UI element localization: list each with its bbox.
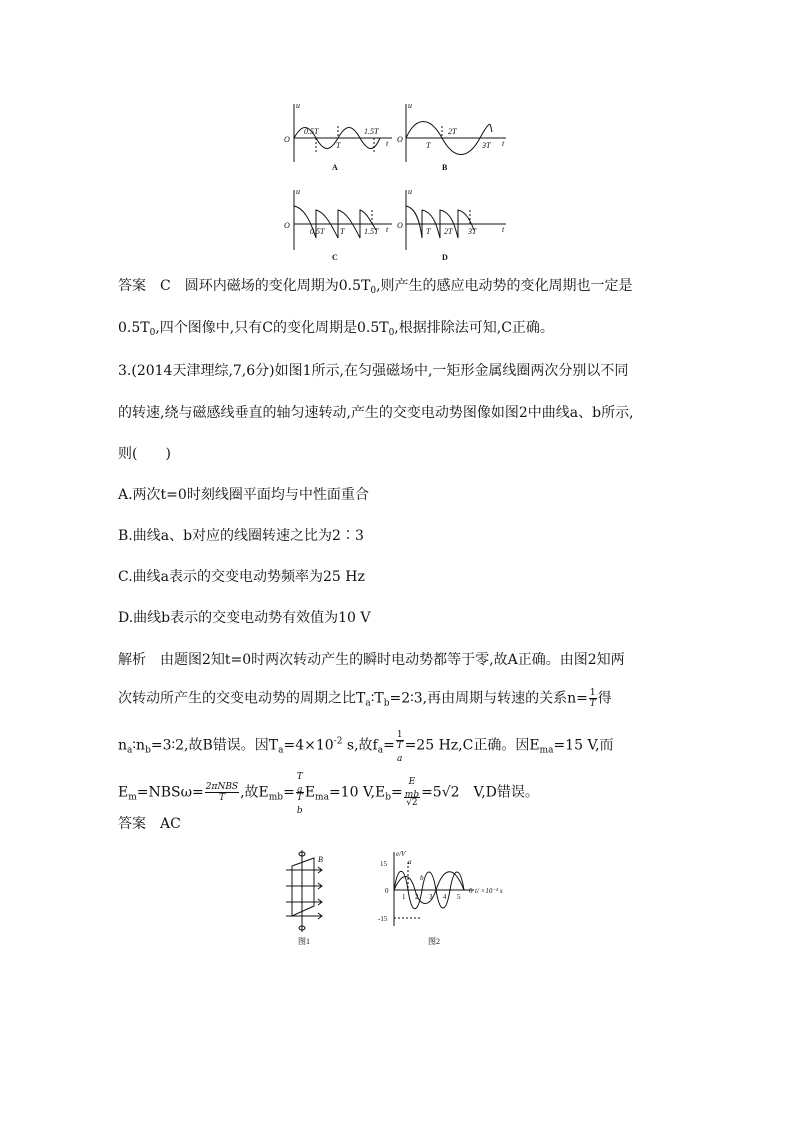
- fig2-caption: 图2: [428, 937, 440, 946]
- panel-b-origin: O: [397, 135, 403, 144]
- analysis-l3-sg: ma: [539, 745, 554, 756]
- fig2-xunit: t/ ×10⁻² s: [475, 887, 503, 895]
- panel-d-tick-2: 2T: [444, 227, 453, 236]
- analysis-l2-d: 得: [597, 690, 612, 707]
- fraction-1-over-ta: [396, 730, 404, 764]
- analysis-l4-a: E: [118, 784, 129, 801]
- fig2-xtick-4: 4: [443, 893, 447, 901]
- analysis-line3: [118, 730, 614, 764]
- analysis-l3-g: =25 Hz,C正确。因E: [404, 737, 540, 754]
- fig2-xtick-5: 5: [457, 893, 461, 901]
- panel-a-tick-3: 1.5T: [364, 127, 379, 136]
- frac-num: T: [296, 772, 303, 782]
- analysis-l4-b: =NBSω=: [136, 784, 204, 801]
- answer1-sub-c: 0: [388, 328, 395, 338]
- panel-d-tick-3: 3T: [468, 227, 477, 236]
- frac-den: T: [396, 741, 403, 751]
- answer1-text-e: ,根据排除法可知,C正确。: [394, 320, 554, 336]
- frac-num-sub: mb: [404, 790, 420, 800]
- analysis-l4-c: ,故E: [240, 784, 269, 801]
- coil-figure: [280, 846, 340, 946]
- panel-b-taxis: t: [502, 139, 505, 148]
- answer2: 答案 AC: [118, 816, 181, 832]
- analysis-l2-c: =2∶3,再由周期与转速的关系n=: [389, 690, 588, 707]
- panel-c-label: C: [332, 253, 338, 262]
- panel-a-tick-2: T: [336, 141, 341, 150]
- analysis-l4-sf: b: [385, 792, 392, 803]
- frac-num: E: [408, 777, 416, 787]
- fig2-xtick-1: 1: [402, 893, 406, 901]
- panel-a-origin: O: [284, 135, 290, 144]
- panel-b-label: B: [442, 163, 448, 172]
- analysis-l4-h: =5√2 V,D错误。: [421, 784, 539, 801]
- analysis-line2: [118, 688, 612, 709]
- panel-c-taxis: t: [386, 225, 389, 234]
- analysis-l3-sc: a: [278, 745, 284, 756]
- frac-den: √2: [406, 798, 418, 808]
- analysis-l4-f: =10 V,E: [328, 784, 386, 801]
- frac-num: 2πNBS: [205, 782, 239, 792]
- panel-d-tick-1: T: [426, 227, 431, 236]
- fig2-xtick-6: 6: [469, 887, 473, 895]
- analysis-l3-sb: b: [145, 745, 151, 756]
- answer1-text-b: ,则产生的感应电动势的变化周期也一定是: [376, 278, 633, 294]
- panel-c-ylabel: u: [296, 187, 300, 196]
- emf-graph: [378, 846, 518, 948]
- question3-line3: 则( ): [118, 446, 171, 462]
- analysis-l2-b: ∶T: [370, 690, 384, 707]
- analysis-l3-d: =4×10: [283, 737, 334, 754]
- analysis-line1: 解析 由题图2知t=0时两次转动产生的瞬时电动势都等于零,故A正确。由图2知两: [118, 652, 625, 668]
- panel-a-taxis: t: [386, 139, 389, 148]
- frac-den-sub: b: [296, 806, 303, 816]
- fig2-curve-a-label: a: [408, 858, 412, 866]
- question3-line2: 的转速,绕与磁感线垂直的轴匀速转动,产生的交变电动势图像如图2中曲线a、b所示,: [118, 405, 634, 421]
- panel-c-tick-2: T: [340, 227, 345, 236]
- analysis-line4: [118, 772, 539, 816]
- frac-den-sub: a: [397, 754, 403, 764]
- fig1-b-label: B: [318, 855, 323, 864]
- fig1-caption: 图1: [298, 937, 310, 946]
- panel-b-tick-1: 2T: [448, 127, 457, 136]
- panel-c-tick-1: 0.5T: [310, 227, 325, 236]
- panel-a-ylabel: u: [296, 101, 300, 110]
- fraction-1-over-t: [589, 688, 597, 709]
- analysis-l2-a: 次转动所产生的交变电动势的周期之比T: [118, 690, 366, 707]
- panel-b-tick-3: 3T: [482, 141, 491, 150]
- analysis-l3-a: n: [118, 737, 128, 754]
- analysis-l3-sup: -2: [333, 736, 343, 747]
- answer1-text-d: ,四个图像中,只有C的变化周期是0.5T: [155, 320, 389, 336]
- fig2-xtick-2: 2: [415, 893, 419, 901]
- fraction-2pinbs-over-t: [205, 782, 239, 803]
- analysis-l4-g: =: [391, 784, 403, 801]
- analysis-l3-h: =15 V,而: [553, 737, 614, 754]
- option-a: A.两次t=0时刻线圈平面均与中性面重合: [118, 487, 369, 503]
- frac-num-sub: a: [297, 785, 303, 795]
- fig2-curve-b-label: b: [420, 874, 424, 882]
- frac-den: T: [218, 793, 225, 803]
- analysis-l3-b: ∶n: [132, 737, 146, 754]
- fig2-ytick-15: 15: [380, 860, 387, 868]
- analysis-l2-sa: a: [365, 698, 371, 709]
- fig2-ylabel: e/V: [396, 850, 406, 858]
- panel-b-tick-2: T: [426, 141, 431, 150]
- answer1-text-a: 答案 C 圆环内磁场的变化周期为0.5T: [118, 278, 371, 294]
- fig2-ytick-neg15: -15: [378, 915, 388, 923]
- answer1-sub-b: 0: [149, 328, 156, 338]
- option-b: B.曲线a、b对应的线圈转速之比为2∶3: [118, 528, 364, 544]
- panel-c-tick-3: 1.5T: [364, 227, 379, 236]
- panel-d-label: D: [442, 253, 448, 262]
- analysis-l3-sa: a: [127, 745, 133, 756]
- option-c: C.曲线a表示的交变电动势频率为25 Hz: [118, 569, 365, 585]
- frac-den: T: [589, 699, 596, 709]
- answer1-sub-a: 0: [370, 286, 377, 296]
- analysis-l3-c: =3∶2,故B错误。因T: [150, 737, 279, 754]
- analysis-l4-sa: m: [128, 792, 137, 803]
- fraction-emb-over-sqrt2: [404, 777, 420, 808]
- question3-line1: 3.(2014天津理综,7,6分)如图1所示,在匀强磁场中,一矩形金属线圈两次分别以不同: [118, 363, 629, 379]
- analysis-l3-f: =: [383, 737, 395, 754]
- analysis-l2-sb: b: [383, 698, 390, 709]
- panel-d-taxis: t: [502, 225, 505, 234]
- analysis-l4-sc: mb: [268, 792, 284, 803]
- panel-a-label: A: [332, 163, 338, 172]
- fig2-xtick-3: 3: [429, 893, 433, 901]
- analysis-l3-e: s,故f: [342, 737, 378, 754]
- frac-num: 1: [589, 688, 596, 698]
- answer1-text-c: 0.5T: [118, 320, 150, 336]
- frac-num: 1: [396, 730, 403, 740]
- panel-a-tick-1: 0.5T: [304, 127, 319, 136]
- panel-d-origin: O: [397, 221, 403, 230]
- analysis-l3-se: a: [377, 745, 384, 756]
- analysis-l4-d: =: [283, 784, 295, 801]
- fig2-ytick-0: 0: [385, 887, 389, 895]
- waveform-figure: [280, 96, 516, 266]
- answer1-line2: [118, 318, 554, 338]
- option-d: D.曲线b表示的交变电动势有效值为10 V: [118, 610, 371, 626]
- fraction-ta-over-tb: [296, 772, 304, 816]
- panel-d-ylabel: u: [408, 187, 412, 196]
- analysis-l4-se: ma: [315, 792, 329, 803]
- panel-b-ylabel: u: [408, 101, 412, 110]
- analysis-l4-e: E: [304, 784, 316, 801]
- answer1-line1: [118, 276, 633, 296]
- frac-den: T: [296, 793, 303, 803]
- panel-c-origin: O: [284, 221, 290, 230]
